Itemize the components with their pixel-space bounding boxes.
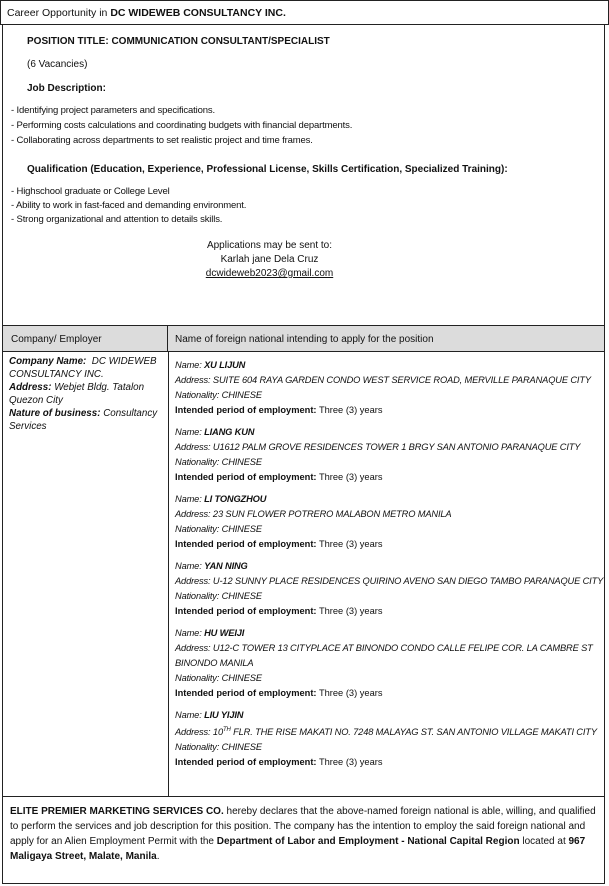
name-label: Name: (175, 710, 205, 720)
header-company: DC WIDEWEB CONSULTANCY INC. (110, 7, 286, 19)
national-nationality: CHINESE (221, 457, 262, 467)
national-nationality: CHINESE (221, 524, 262, 534)
nationals-cell (169, 352, 604, 796)
list-item: - Identifying project parameters and specifications. (11, 105, 215, 116)
nationality-label: Nationality: (175, 524, 222, 534)
national-entry (175, 425, 604, 485)
header-prefix: Career Opportunity in (7, 7, 111, 19)
company-name-label: Company Name: (9, 356, 87, 367)
national-address: U12-C TOWER 13 CITYPLACE AT BINONDO CONDO CALLE FELIPE COR. LA CAMBRE ST BINONDO MANILA (175, 643, 593, 668)
notice-header (0, 0, 609, 25)
national-entry (175, 559, 604, 619)
address-label: Address: (175, 442, 213, 452)
period-value: Three (3) years (316, 539, 383, 549)
employer-cell (3, 352, 169, 796)
notice-body (2, 25, 605, 884)
address-label: Address: (175, 509, 213, 519)
period-value: Three (3) years (316, 472, 383, 482)
period-label: Intended period of employment: (175, 405, 317, 415)
period-label: Intended period of employment: (175, 688, 317, 698)
period-value: Three (3) years (316, 757, 383, 768)
period-label: Intended period of employment: (175, 472, 317, 482)
address-label: Address: (175, 576, 213, 586)
list-item: - Performing costs calculations and coordinating budgets with financial departments. (11, 120, 353, 131)
national-address-suffix: TH (222, 727, 231, 733)
nationality-label: Nationality: (175, 673, 222, 683)
vacancies: (6 Vacancies) (27, 59, 88, 70)
national-address: SUITE 604 RAYA GARDEN CONDO WEST SERVICE ROAD, MERVILLE PARANAQUE CITY (212, 375, 591, 385)
nationality-label: Nationality: (175, 390, 222, 400)
national-address: FLR. THE RISE MAKATI NO. 7248 MALAYAG ST. SAN ANTONIO VILLAGE MAKATI CITY (230, 727, 597, 738)
national-nationality: CHINESE (221, 591, 262, 601)
name-label: Name: (175, 561, 205, 571)
name-label: Name: (175, 628, 205, 638)
declaration-text: hereby declares that the above-named foreign national is able, willing, and qualified to perform the services and job description for this position. The company has the intention to employ the said foreign national and apply for an Alien Employment Permit with the (10, 806, 596, 847)
list-item: - Strong organizational and attention to details skills. (11, 214, 223, 225)
declaration-footer (3, 796, 604, 884)
company-nature-label: Nature of business: (9, 408, 101, 419)
company-address: Webjet Bldg. Tatalon Quezon City (9, 382, 145, 406)
column-header-nationals: Name of foreign national intending to apply for the position (175, 334, 434, 345)
national-entry (175, 708, 604, 770)
list-item: - Ability to work in fast-faced and demanding environment. (11, 200, 247, 211)
application-line: Applications may be sent to: (206, 240, 333, 251)
company-nature: Consultancy Services (9, 408, 158, 432)
address-label: Address: (175, 643, 213, 653)
job-description-list (11, 103, 352, 148)
national-entry (175, 626, 604, 701)
name-label: Name: (175, 360, 205, 370)
nationality-label: Nationality: (175, 742, 222, 753)
position-title: POSITION TITLE: COMMUNICATION CONSULTANT/SPECIALIST (27, 36, 330, 47)
company-name: DC WIDEWEB CONSULTANCY INC. (9, 356, 157, 380)
department-location: 967 Maligaya Street, Malate, Manila (10, 836, 586, 862)
name-label: Name: (175, 427, 205, 437)
period-label: Intended period of employment: (175, 606, 317, 616)
table-header (3, 325, 604, 352)
national-address-number: 10 (212, 727, 223, 738)
declaring-company: ELITE PREMIER MARKETING SERVICES CO. (10, 806, 224, 817)
national-name: LI TONGZHOU (204, 494, 267, 504)
address-label: Address: (175, 375, 213, 385)
period-value: Three (3) years (316, 688, 383, 698)
national-entry (175, 358, 604, 418)
national-nationality: CHINESE (221, 390, 262, 400)
position-section (3, 25, 604, 327)
national-nationality: CHINESE (221, 673, 262, 683)
declaration-located: located at (519, 836, 569, 847)
period-label: Intended period of employment: (175, 539, 317, 549)
company-address-label: Address: (9, 382, 52, 393)
list-item: - Highschool graduate or College Level (11, 186, 170, 197)
national-address: U1612 PALM GROVE RESIDENCES TOWER 1 BRGY SAN ANTONIO PARANAQUE CITY (212, 442, 581, 452)
national-address: 23 SUN FLOWER POTRERO MALABON METRO MANILA (212, 509, 452, 519)
job-description-heading: Job Description: (27, 83, 106, 94)
national-name: HU WEIJI (204, 628, 245, 638)
name-label: Name: (175, 494, 205, 504)
national-nationality: CHINESE (221, 742, 262, 753)
national-name: LIANG KUN (204, 427, 255, 437)
qualification-heading: Qualification (Education, Experience, Professional License, Skills Certification, Specialized Training): (27, 164, 508, 175)
nationality-label: Nationality: (175, 591, 222, 601)
period-label: Intended period of employment: (175, 757, 317, 768)
period-value: Three (3) years (316, 405, 383, 415)
contact-name: Karlah jane Dela Cruz (220, 254, 319, 265)
national-name: YAN NING (204, 561, 248, 571)
list-item: - Collaborating across departments to set realistic project and time frames. (11, 135, 313, 146)
nationality-label: Nationality: (175, 457, 222, 467)
qualification-list (11, 185, 246, 227)
application-info (3, 239, 536, 281)
address-label: Address: (175, 727, 213, 738)
column-header-employer: Company/ Employer (3, 326, 168, 351)
period-value: Three (3) years (316, 606, 383, 616)
national-address: U-12 SUNNY PLACE RESIDENCES QUIRINO AVENO SAN DIEGO TAMBO PARANAQUE CITY (212, 576, 604, 586)
national-entry (175, 492, 604, 552)
department-name: Department of Labor and Employment - National Capital Region (216, 836, 520, 847)
national-name: XU LIJUN (204, 360, 246, 370)
contact-email-link[interactable]: dcwideweb2023@gmail.com (205, 268, 334, 279)
declaration-end: . (156, 851, 160, 862)
national-name: LIU YIJIN (204, 710, 244, 720)
